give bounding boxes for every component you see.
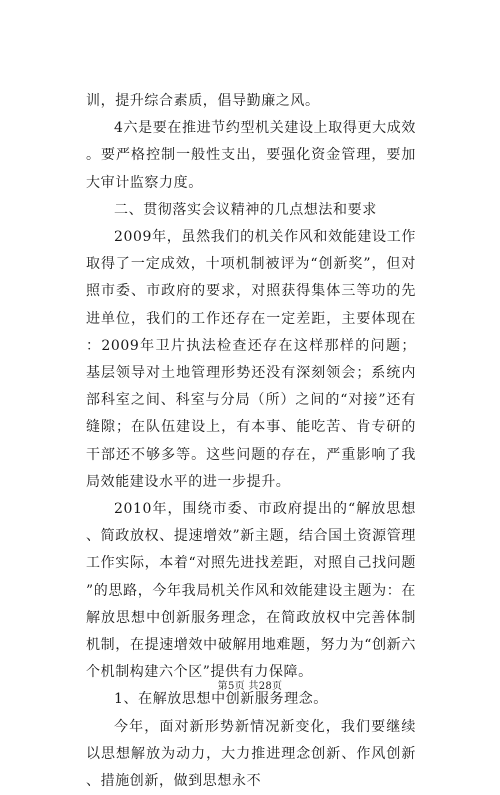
paragraph-this-year: 今年，面对新形势新情况新变化，我们要继续以思想解放为动力，大力推进理念创新、作风创新、措施创新，做到思想永不 (86, 718, 416, 790)
subsection-heading: 1、在解放思想中创新服务理念。 (114, 691, 328, 708)
paragraph-2010: 2010年，围绕市委、市政府提出的“解放思想、简政放权、提速增效”新主题，结合国土资源管理工作实际，本着“对照先进找差距，对照自己找问题”的思路，今年我局机关作风和效能建设主题为：在解放思想中创新服务理念，在简政放权中完善体制机制，在提速增效中破解用地难题，努力为“创新六个机制构建六个区”提供有力保障。 (86, 501, 416, 681)
paragraph-item-six: 4六是要在推进节约型机关建设上取得更大成效。要严格控制一般性支出，要强化资金管理，要加大审计监察力度。 (86, 120, 416, 191)
paragraph-continuation: 训，提升综合素质，倡导勤廉之风。 (86, 93, 320, 109)
section-heading: 二、贯彻落实会议精神的几点想法和要求 (114, 201, 377, 218)
paragraph-2009: 2009年，虽然我们的机关作风和效能建设工作取得了一定成效，十项机制被评为“创新奖”，但对照市委、市政府的要求，对照获得集体三等功的先进单位，我们的工作还存在一定差距，主要体现在：2009年卫片执法检查还存在这样那样的问题；基层领导对土地管理形势还没有深刻领会；系统内部科室之间、科室与分局（所）之间的“对接”还有缝隙；在队伍建设上，有本事、能吃苦、肯专研的干部还不够多等。这些问题的存在，严重影响了我局效能建设水平的进一步提升。 (86, 229, 416, 490)
page-footer: 第5页 共28页 (217, 681, 283, 692)
